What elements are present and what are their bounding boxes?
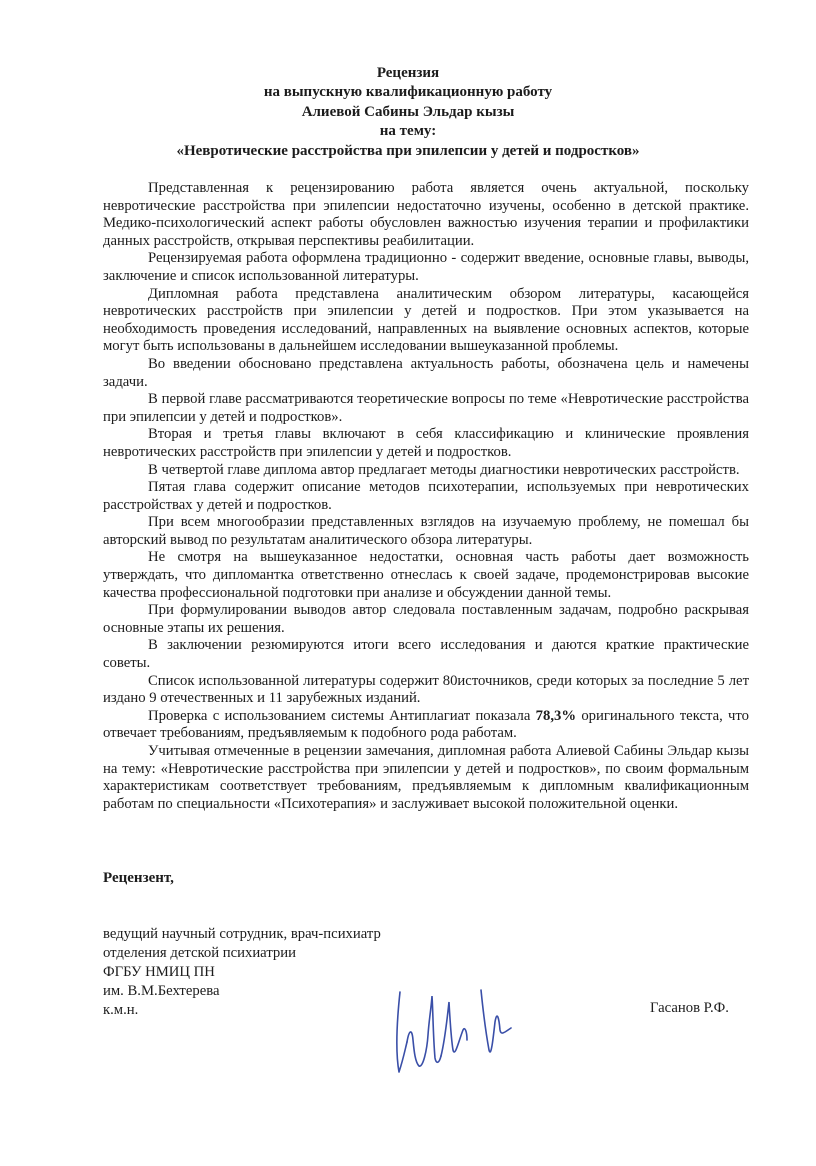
paragraph: Пятая глава содержит описание методов психотерапии, используемых при невротических расстройствах у детей и подростков. xyxy=(103,479,749,513)
review-body xyxy=(103,180,749,813)
plagiarism-paragraph xyxy=(103,708,749,743)
plagiarism-text-after: оригинального текста, что отвечает требованиям, предъявляемым к подобного рода работам. xyxy=(103,707,749,742)
plagiarism-text-before: Проверка с использованием системы Антиплагиат показала xyxy=(148,707,536,724)
heading-topic-label: на тему: xyxy=(379,123,437,140)
conclusion-paragraph: Учитывая отмеченные в рецензии замечания, дипломная работа Алиевой Сабины Эльдар кызы на тему: «Невротические расстройства при эпилепсии у детей и подростков», по своим формальным характеристикам соответствует требованиям, предъявляемым к дипломным квалификационным работам по специальности «Психотерапия» и заслуживает высокой положительной оценки. xyxy=(103,743,749,812)
paragraph: Во введении обосновано представлена актуальность работы, обозначена цель и намечены задачи. xyxy=(103,355,749,390)
paragraph: При формулировании выводов автор следовала поставленным задачам, подробно раскрывая основные этапы их решения. xyxy=(103,602,749,636)
reviewer-name: Гасанов Р.Ф. xyxy=(650,1000,729,1016)
reviewer-position: ведущий научный сотрудник, врач-психиатр xyxy=(103,926,381,942)
paragraph: При всем многообразии представленных взглядов на изучаемую проблему, не помешал бы авторский вывод по результатам аналитического обзора литературы. xyxy=(103,514,749,548)
heading-topic: «Невротические расстройства при эпилепсии у детей и подростков» xyxy=(176,142,640,159)
heading-author: Алиевой Сабины Эльдар кызы xyxy=(301,103,515,120)
heading-title: Рецензия xyxy=(376,65,440,81)
paragraph: В первой главе рассматриваются теоретические вопросы по теме «Невротические расстройства при эпилепсии у детей и подростков». xyxy=(103,391,749,425)
plagiarism-percent: 78,3% xyxy=(535,707,577,724)
heading-subtitle: на выпускную квалификационную работу xyxy=(263,84,553,101)
paragraph: Рецензируемая работа оформлена традиционно - содержит введение, основные главы, выводы, заключение и список использованной литературы. xyxy=(103,250,749,284)
paragraph: Вторая и третья главы включают в себя классификацию и клинические проявления невротических расстройств при эпилепсии у детей и подростков. xyxy=(103,426,749,460)
paragraph: В заключении резюмируются итоги всего исследования и даются краткие практические советы. xyxy=(103,637,749,672)
reviewer-degree: к.м.н. xyxy=(103,1002,139,1018)
paragraph: Представленная к рецензированию работа является очень актуальной, поскольку невротические расстройства при эпилепсии недостаточно изучены, особенно в детской практике. Медико-психологический аспект работы обусловлен важностью изучения терапии и профилактики данных расстройств, открывая перспективы реабилитации. xyxy=(103,180,749,249)
reviewer-label: Рецензент, xyxy=(103,870,174,886)
paragraph: Список использованной литературы содержит 80источников, среди которых за последние 5 лет издано 9 отечественных и 11 зарубежных изданий. xyxy=(103,672,749,707)
document-heading xyxy=(0,64,816,161)
reviewer-department: отделения детской психиатрии xyxy=(103,945,296,961)
paragraph: Дипломная работа представлена аналитическим обзором литературы, касающейся невротических расстройств при эпилепсии у детей и подростков. При этом указывается на необходимость проведения исследований, направленных на выявление основных аспектов, которые могут быть использованы в дальнейшем исследовании вышеуказанной проблемы. xyxy=(103,285,749,355)
paragraph: В четвертой главе диплома автор предлагает методы диагностики невротических расстройств. xyxy=(148,461,740,478)
reviewer-organization-name: им. В.М.Бехтерева xyxy=(103,983,220,999)
reviewer-details xyxy=(103,925,381,1020)
handwritten-signature xyxy=(385,980,545,1080)
reviewer-organization: ФГБУ НМИЦ ПН xyxy=(103,964,215,980)
paragraph: Не смотря на вышеуказанное недостатки, основная часть работы дает возможность утверждать, что дипломантка ответственно отнеслась к своей задаче, продемонстрировав высокие качества профессиональной подготовки при анализе и обсуждении данной темы. xyxy=(103,549,749,601)
